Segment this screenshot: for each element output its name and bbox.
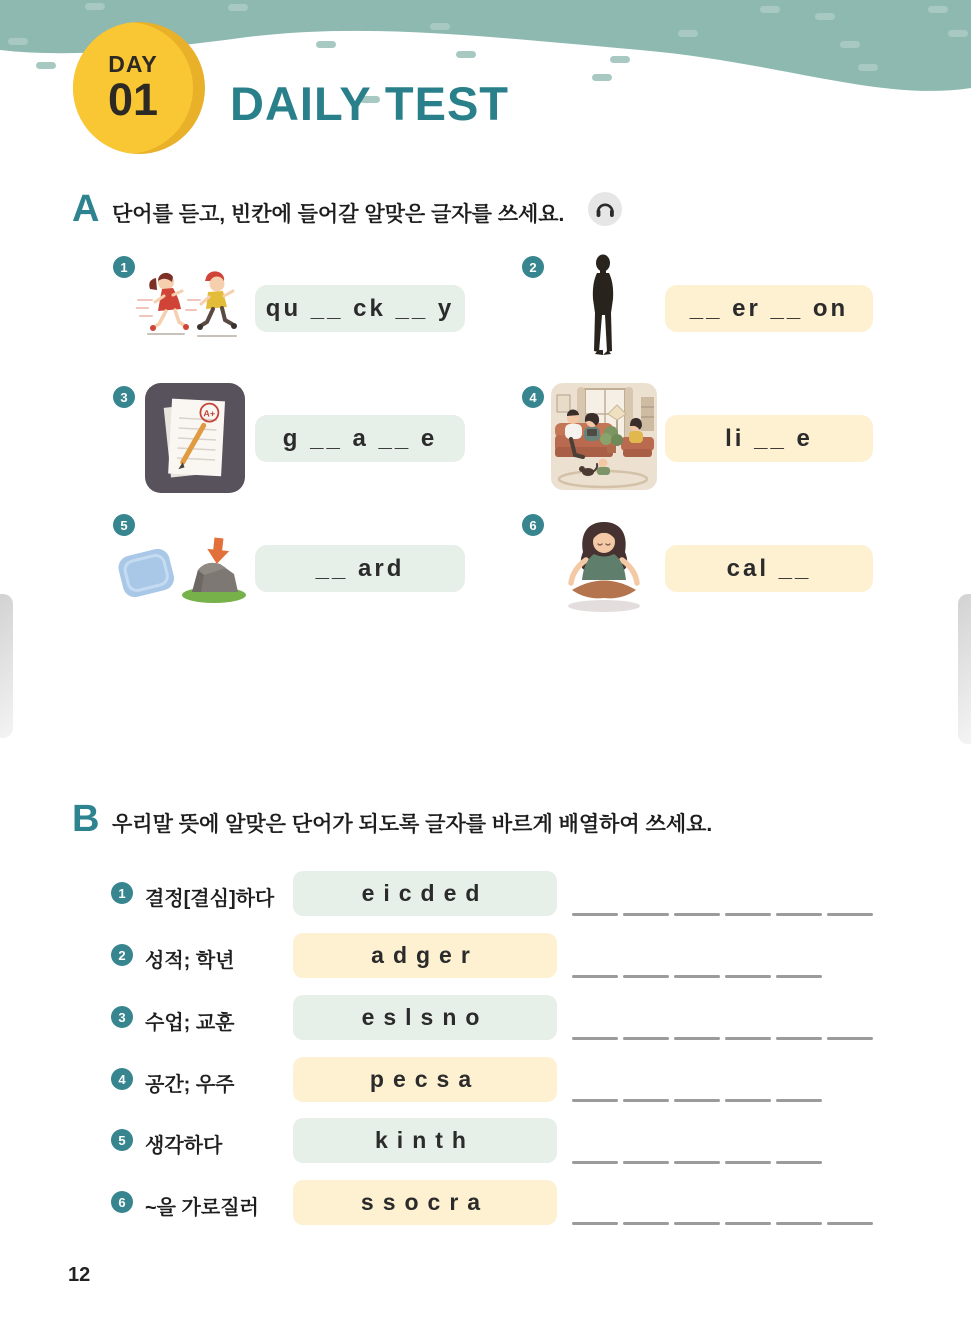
item-b2-meaning: 성적; 학년 — [145, 950, 235, 972]
item-b2-number: 2 — [111, 944, 133, 966]
headphones-icon — [594, 198, 616, 220]
day-number: 01 — [107, 73, 159, 125]
item-b4-number: 4 — [111, 1068, 133, 1090]
blank-line — [827, 1222, 873, 1225]
blank-line — [725, 1222, 771, 1225]
blank-line — [623, 913, 669, 916]
blank-line — [725, 1099, 771, 1102]
blank-line — [725, 1037, 771, 1040]
blank-line — [674, 1222, 720, 1225]
page-turn-handle-right[interactable] — [958, 594, 971, 744]
item-b1-answer-blanks — [572, 913, 873, 916]
item-a6-number: 6 — [522, 514, 544, 536]
item-b1-meaning: 결정[결심]하다 — [145, 888, 275, 910]
item-a1-number: 1 — [113, 256, 135, 278]
item-b5-answer-blanks — [572, 1161, 822, 1164]
item-b3-meaning: 수업; 교훈 — [145, 1012, 235, 1034]
item-a3-number: 3 — [113, 386, 135, 408]
item-b1-letters-box: eicded — [293, 871, 557, 916]
blank-line — [623, 1037, 669, 1040]
blank-line — [827, 1037, 873, 1040]
blank-line — [572, 913, 618, 916]
item-b4-meaning: 공간; 우주 — [145, 1074, 235, 1096]
section-a-instruction: 단어를 듣고, 빈칸에 들어갈 알맞은 글자를 쓰세요. — [112, 203, 565, 226]
item-b4-letters-box: pecsa — [293, 1057, 557, 1102]
blank-line — [623, 1222, 669, 1225]
item-a3-answer-box: g __ a __ e — [255, 415, 465, 462]
item-b3-letters-box: eslsno — [293, 995, 557, 1040]
section-b-letter: B — [72, 798, 100, 840]
day-badge — [73, 22, 205, 154]
item-a2-number: 2 — [522, 256, 544, 278]
blank-line — [572, 1222, 618, 1225]
item-b6-meaning: ~을 가로질러 — [145, 1197, 259, 1219]
item-b4-answer-blanks — [572, 1099, 822, 1102]
item-b5-letters-box: kinth — [293, 1118, 557, 1163]
item-b5-meaning: 생각하다 — [145, 1135, 223, 1157]
item-a1-answer-box: qu __ ck __ y — [255, 285, 465, 332]
blank-line — [623, 975, 669, 978]
family-living-room-illustration — [551, 383, 657, 490]
page-number: 12 — [68, 1264, 91, 1286]
pillow-and-rock-illustration — [108, 522, 250, 607]
blank-line — [572, 1037, 618, 1040]
blank-line — [674, 913, 720, 916]
blank-line — [572, 1099, 618, 1102]
item-b3-number: 3 — [111, 1006, 133, 1028]
blank-line — [674, 1099, 720, 1102]
item-a2-answer-box: __ er __ on — [665, 285, 873, 332]
blank-line — [725, 1161, 771, 1164]
item-b2-answer-blanks — [572, 975, 822, 978]
blank-line — [572, 1161, 618, 1164]
blank-line — [725, 975, 771, 978]
item-b2-letters-box: adger — [293, 933, 557, 978]
page-title: DAILY TEST — [230, 77, 510, 130]
blank-line — [674, 1037, 720, 1040]
page-turn-handle-left[interactable] — [0, 594, 13, 738]
meditating-woman-illustration — [552, 512, 656, 614]
item-a4-answer-box: li __ e — [665, 415, 873, 462]
item-a5-answer-box: __ ard — [255, 545, 465, 592]
item-b1-number: 1 — [111, 882, 133, 904]
blank-line — [623, 1099, 669, 1102]
item-a4-number: 4 — [522, 386, 544, 408]
item-a5-number: 5 — [113, 514, 135, 536]
item-b6-answer-blanks — [572, 1222, 873, 1225]
blank-line — [674, 1161, 720, 1164]
day-label: DAY — [108, 50, 158, 77]
blank-line — [572, 975, 618, 978]
item-b6-letters-box: ssocra — [293, 1180, 557, 1225]
blank-line — [623, 1161, 669, 1164]
kids-running-illustration — [136, 266, 250, 346]
blank-line — [776, 913, 822, 916]
section-b-instruction: 우리말 뜻에 알맞은 단어가 되도록 글자를 바르게 배열하여 쓰세요. — [112, 813, 713, 836]
item-a6-answer-box: cal __ — [665, 545, 873, 592]
man-silhouette-illustration — [585, 254, 621, 356]
blank-line — [776, 1161, 822, 1164]
svg-text:A+: A+ — [203, 408, 216, 419]
item-b5-number: 5 — [111, 1129, 133, 1151]
audio-chip — [588, 192, 622, 226]
blank-line — [674, 975, 720, 978]
blank-line — [776, 1099, 822, 1102]
blank-line — [776, 1037, 822, 1040]
item-b3-answer-blanks — [572, 1037, 873, 1040]
blank-line — [776, 975, 822, 978]
blank-line — [725, 913, 771, 916]
item-b6-number: 6 — [111, 1191, 133, 1213]
graded-paper-illustration — [145, 383, 245, 493]
blank-line — [776, 1222, 822, 1225]
blank-line — [827, 913, 873, 916]
section-a-letter: A — [72, 188, 100, 230]
